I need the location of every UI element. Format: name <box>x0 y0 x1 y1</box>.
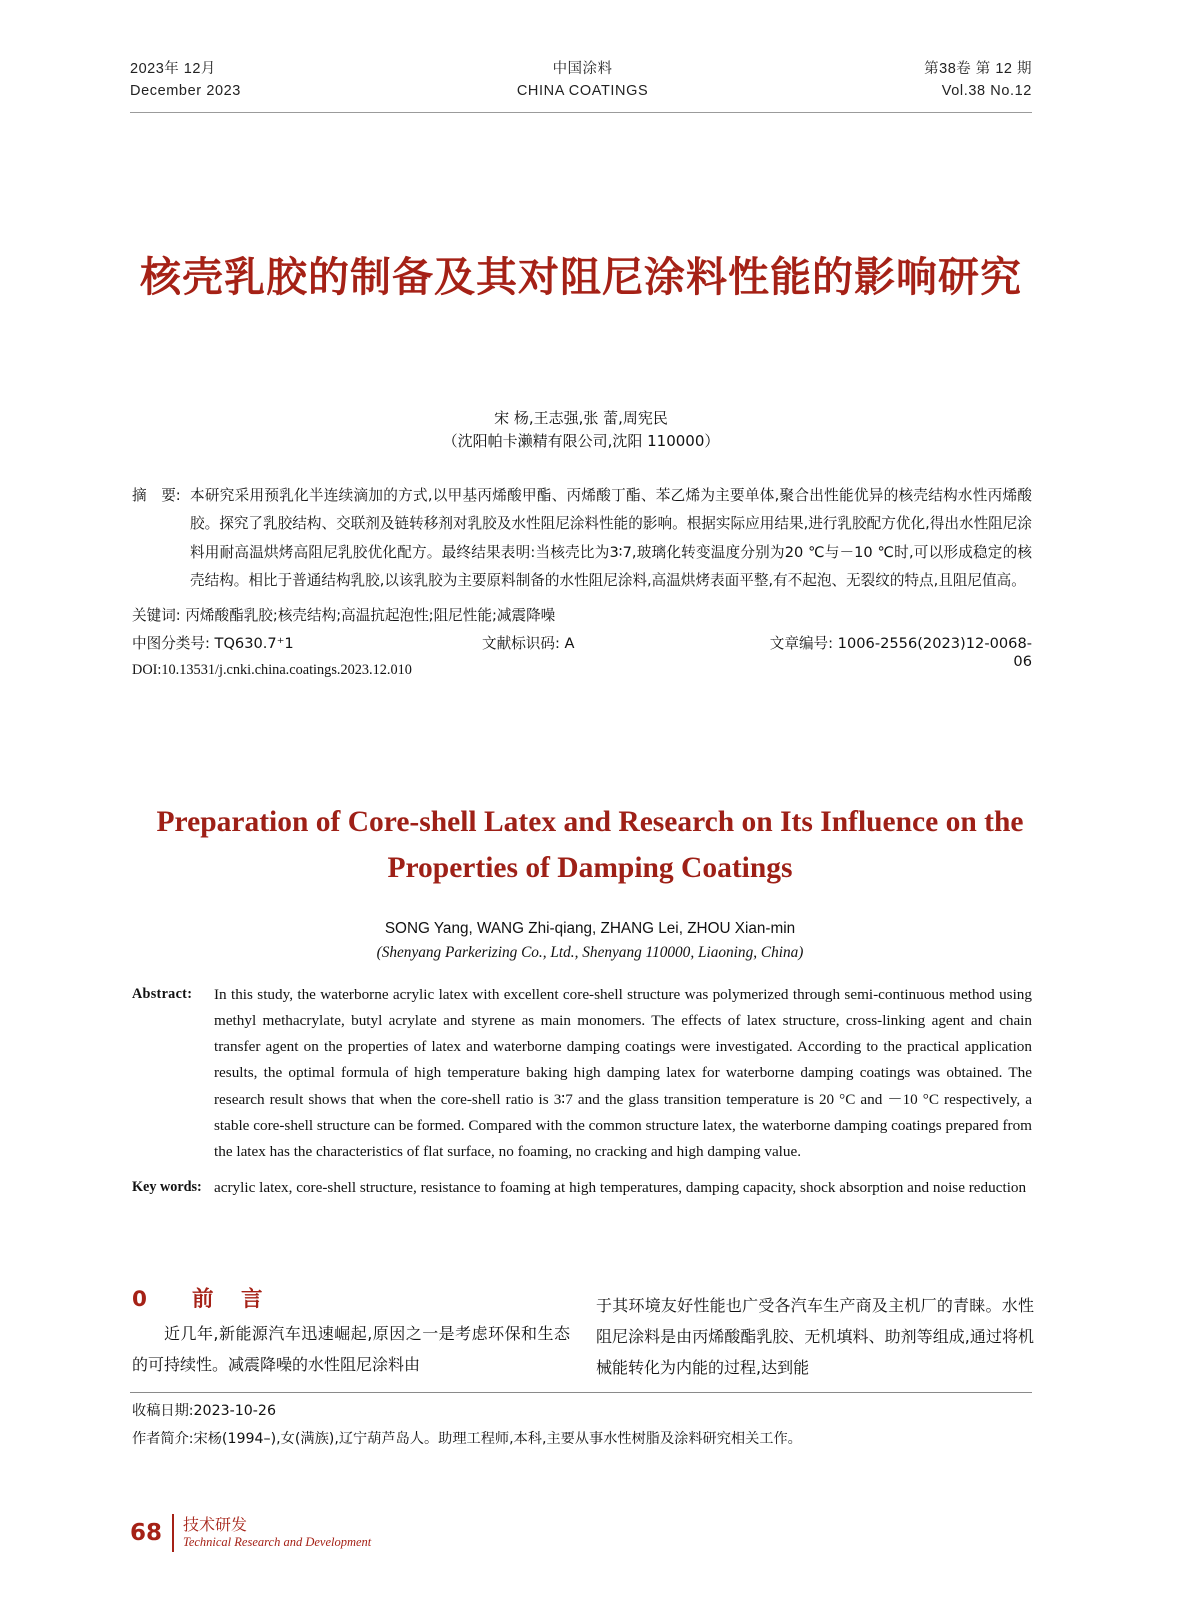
journal-name-en: CHINA COATINGS <box>516 83 649 100</box>
running-head-center <box>517 58 648 103</box>
keywords-en-text: acrylic latex, core-shell structure, resistance to foaming at high temperatures, damping capacity, shock absorption and noise reduction <box>214 1179 1027 1196</box>
affiliation-cn: （沈阳帕卡濑精有限公司,沈阳 110000） <box>442 432 720 450</box>
issue-date-en: December 2023 <box>130 83 241 100</box>
abstract-cn-text: 本研究采用预乳化半连续滴加的方式,以甲基丙烯酸甲酯、丙烯酸丁酯、苯乙烯为主要单体,聚合出性能优异的核壳结构水性丙烯酸胶。探究了乳胶结构、交联剂及链转移剂对乳胶及水性阻尼涂料性能的影响。根据实际应用结果,进行乳胶配方优化,得出水性阻尼涂料用耐高温烘烤高阻尼乳胶优化配方。最终结果表明:当核壳比为3∶7,玻璃化转变温度分别为20 ℃与－10 ℃时,可以形成稳定的核壳结构。相比于普通结构乳胶,以该乳胶为主要原料制备的水性阻尼涂料,高温烘烤表面平整,有不起泡、无裂纹的特点,且阻尼值高。 <box>190 487 1032 590</box>
volume-issue-en: Vol.38 No.12 <box>941 83 1032 100</box>
author-bio: 作者简介:宋杨(1994–),女(满族),辽宁葫芦岛人。助理工程师,本科,主要从事水性树脂及涂料研究相关工作。 <box>132 1430 802 1447</box>
footnotes <box>132 1398 1032 1453</box>
running-head-divider <box>130 112 1032 113</box>
running-head-left <box>130 58 241 103</box>
page-title-en: Preparation of Core-shell Latex and Research on Its Influence on the Properties of Damping Coatings <box>156 806 1024 884</box>
abstract-en <box>132 982 1032 1165</box>
affiliation-en: (Shenyang Parkerizing Co., Ltd., Shenyang 110000, Liaoning, China) <box>376 944 804 961</box>
document-code: 文献标识码: A <box>482 635 575 652</box>
folio <box>130 1514 371 1552</box>
footnote-divider <box>130 1392 1032 1393</box>
folio-section-en: Technical Research and Development <box>183 1535 372 1550</box>
abstract-en-text: In this study, the waterborne acrylic latex with excellent core-shell structure was polymerized through semi-continuous method using methyl methacrylate, butyl acrylate and styrene as main monomers. The effects of latex structure, cross-linking agent and chain transfer agent on the properties of latex and waterborne damping coatings were investigated. According to the practical application results, the optimal formula of high temperature baking high damping latex for waterborne damping coatings was obtained. The research result shows that when the core-shell ratio is 3∶7 and the glass transition temperature is 20 °C and －10 °C respectively, a stable core-shell structure can be formed. Compared with the common structure latex, the waterborne damping coatings prepared from the latex has the characteristics of flat surface, no foaming, no cracking and high damping value. <box>214 986 1032 1160</box>
folio-section <box>183 1515 371 1550</box>
doi: DOI:10.13531/j.cnki.china.coatings.2023.12.010 <box>132 662 412 678</box>
running-head <box>130 58 1032 103</box>
page-number: 68 <box>130 1520 163 1546</box>
folio-section-cn: 技术研发 <box>183 1515 248 1535</box>
section-heading <box>132 1282 265 1313</box>
body-column-left: 近几年,新能源汽车迅速崛起,原因之一是考虑环保和生态的可持续性。减震降噪的水性阻尼涂料由 <box>132 1324 570 1375</box>
volume-issue-cn: 第38卷 第 12 期 <box>924 61 1032 77</box>
folio-rule <box>172 1514 174 1552</box>
authors-en: SONG Yang, WANG Zhi-qiang, ZHANG Lei, ZHOU Xian-min <box>384 920 796 937</box>
journal-name-cn: 中国涂料 <box>552 61 613 77</box>
keywords-cn: 关键词: 丙烯酸酯乳胶;核壳结构;高温抗起泡性;阻尼性能;减震降噪 <box>132 607 556 624</box>
authors-cn: 宋 杨,王志强,张 蕾,周宪民 <box>494 409 668 427</box>
clc-number: 中图分类号: TQ630.7⁺1 <box>132 635 294 652</box>
section-title: 前 言 <box>191 1287 266 1312</box>
keywords-en-label: Key words: <box>132 1179 202 1195</box>
body-column-right: 于其环境友好性能也广受各汽车生产商及主机厂的青睐。水性阻尼涂料是由丙烯酸酯乳胶、无机填料、助剂等组成,通过将机械能转化为内能的过程,达到能 <box>596 1296 1034 1378</box>
article-id: 文章编号: 1006-2556(2023)12-0068-06 <box>769 635 1032 670</box>
abstract-cn <box>132 482 1032 596</box>
section-number: 0 <box>132 1287 150 1312</box>
received-date: 收稿日期:2023-10-26 <box>132 1403 276 1419</box>
abstract-en-label: Abstract: <box>132 986 193 1002</box>
abstract-cn-label: 摘 要: <box>132 487 181 504</box>
running-head-right <box>924 58 1032 103</box>
keywords-en <box>132 1175 1032 1201</box>
page-title-cn: 核壳乳胶的制备及其对阻尼涂料性能的影响研究 <box>140 253 1022 301</box>
issue-date-cn: 2023年 12月 <box>130 61 216 77</box>
